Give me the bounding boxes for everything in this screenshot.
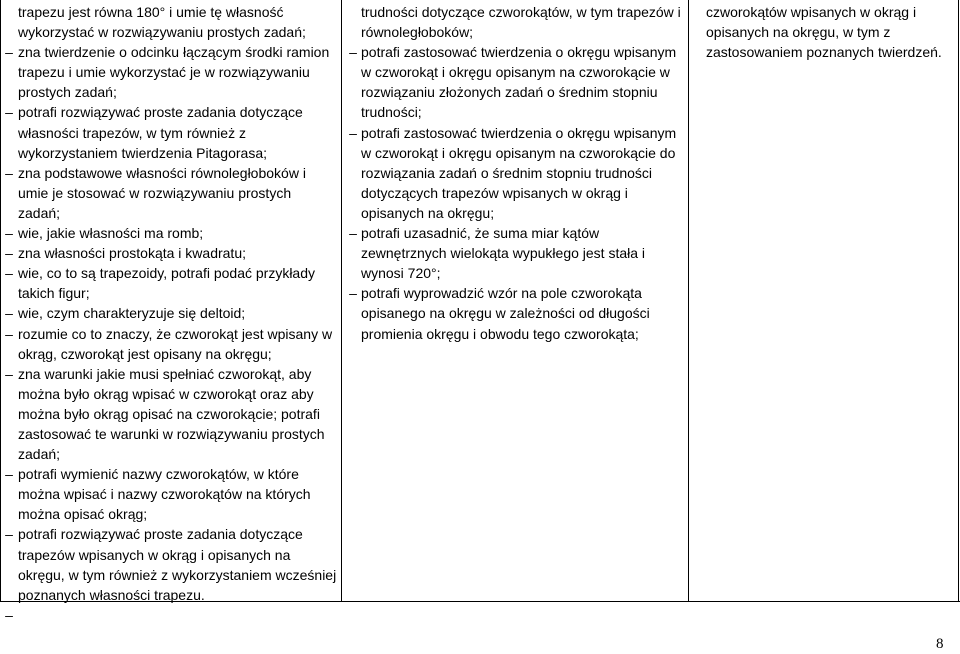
list-item (1, 324, 341, 364)
dash-bullet-icon: – (5, 265, 13, 282)
dash-bullet-icon: – (5, 526, 13, 543)
list-item (1, 263, 341, 303)
column-text-continuation: trudności dotyczące czworokątów, w tym trapezów i równoległoboków; (361, 4, 681, 41)
list-item-text: wie, czym charakteryzuje się deltoid; (18, 305, 246, 322)
list-item-text: potrafi wymienić nazwy czworokątów, w które można wpisać i nazwy czworokątów na których można opisać okrąg; (18, 466, 311, 523)
dash-bullet-icon: – (5, 466, 13, 483)
list-item (1, 464, 341, 524)
list-item-text: potrafi uzasadnić, że suma miar kątów zewnętrznych wielokąta wypukłego jest stała i wynosi 720°; (361, 225, 646, 282)
page-number: 8 (936, 636, 944, 652)
dash-bullet-icon: – (5, 606, 13, 623)
list-item-text: rozumie co to znaczy, że czworokąt jest wpisany w okrąg, czworokąt jest opisany na okręgu; (18, 325, 333, 362)
list-item (342, 223, 688, 283)
list-item (1, 243, 341, 263)
list-item-text: potrafi zastosować twierdzenia o okręgu wpisanym w czworokąt i okręgu opisanym na czworokącie do rozwiązania zadań o średnim stopniu trudności dotyczących trapezów wpisanych w okrąg i opisanych na okręgu; (361, 124, 677, 221)
table-column-1 (0, 0, 341, 623)
column-text-continuation: czworokątów wpisanych w okrąg i opisanych na okręgu, w tym z zastosowaniem poznanych twierdzeń. (706, 4, 942, 61)
dash-bullet-icon: – (5, 245, 13, 262)
list-item (342, 42, 688, 122)
list-item-text: wie, jakie własności ma romb; (18, 225, 204, 242)
list-item (342, 283, 688, 343)
list-item-text: potrafi rozwiązywać proste zadania dotyczące trapezów wpisanych w okrąg i opisanych na okręgu, w tym również z wykorzystaniem wcześniej poznanych własności trapezu. (18, 526, 337, 603)
list-item-text: wie, co to są trapezoidy, potrafi podać przykłady takich figur; (18, 265, 316, 302)
dash-bullet-icon: – (5, 225, 13, 242)
dash-bullet-icon: – (5, 164, 13, 181)
list-item (1, 524, 341, 604)
dash-bullet-icon: – (5, 104, 13, 121)
list-item (1, 42, 341, 102)
list-item-text: potrafi wyprowadzić wzór na pole czworokąta opisanego na okręgu w zależności od długości promienia okręgu i obwodu tego czworokąta; (361, 285, 650, 342)
dash-bullet-icon: – (349, 44, 357, 61)
list-item (1, 303, 341, 323)
table-column-2 (341, 0, 688, 601)
list-item (1, 163, 341, 223)
dash-bullet-icon: – (5, 365, 13, 382)
list-item-text: zna podstawowe własności równoległoboków i umie je stosować w rozwiązywaniu prostych zadań; (18, 164, 306, 221)
list-item (1, 102, 341, 162)
dash-bullet-icon: – (349, 124, 357, 141)
list-item (342, 123, 688, 223)
dash-bullet-icon: – (349, 225, 357, 242)
list-item-text: potrafi rozwiązywać proste zadania dotyczące własności trapezów, w tym również z wykorzystaniem twierdzenia Pitagorasa; (18, 104, 303, 161)
list-item-text: potrafi zastosować twierdzenia o okręgu wpisanym w czworokąt i okręgu opisanym na czworokącie w rozwiązaniu złożonych zadań o średnim stopniu trudności; (361, 44, 677, 121)
list-item-text: zna warunki jakie musi spełniać czworokąt, aby można było okrąg wpisać w czworokąt oraz aby można było okrąg opisać na czworokącie; potrafi zastosować te warunki w rozwiązywaniu prostych zadań; (18, 365, 325, 463)
list-item-text: zna twierdzenie o odcinku łączącym środki ramion trapezu i umie wykorzystać je w rozwiązywaniu prostych zadań; (18, 44, 330, 101)
list-item-text: zna własności prostokąta i kwadratu; (18, 245, 246, 262)
dash-bullet-icon: – (5, 325, 13, 342)
column-text-continuation: trapezu jest równa 180° i umie tę własność wykorzystać w rozwiązywaniu prostych zadań; (18, 4, 306, 41)
table-column-3 (688, 0, 959, 601)
list-item (1, 223, 341, 243)
dash-bullet-icon: – (5, 44, 13, 61)
dash-bullet-icon: – (349, 285, 357, 302)
dash-bullet-icon: – (5, 305, 13, 322)
list-item (1, 364, 341, 464)
